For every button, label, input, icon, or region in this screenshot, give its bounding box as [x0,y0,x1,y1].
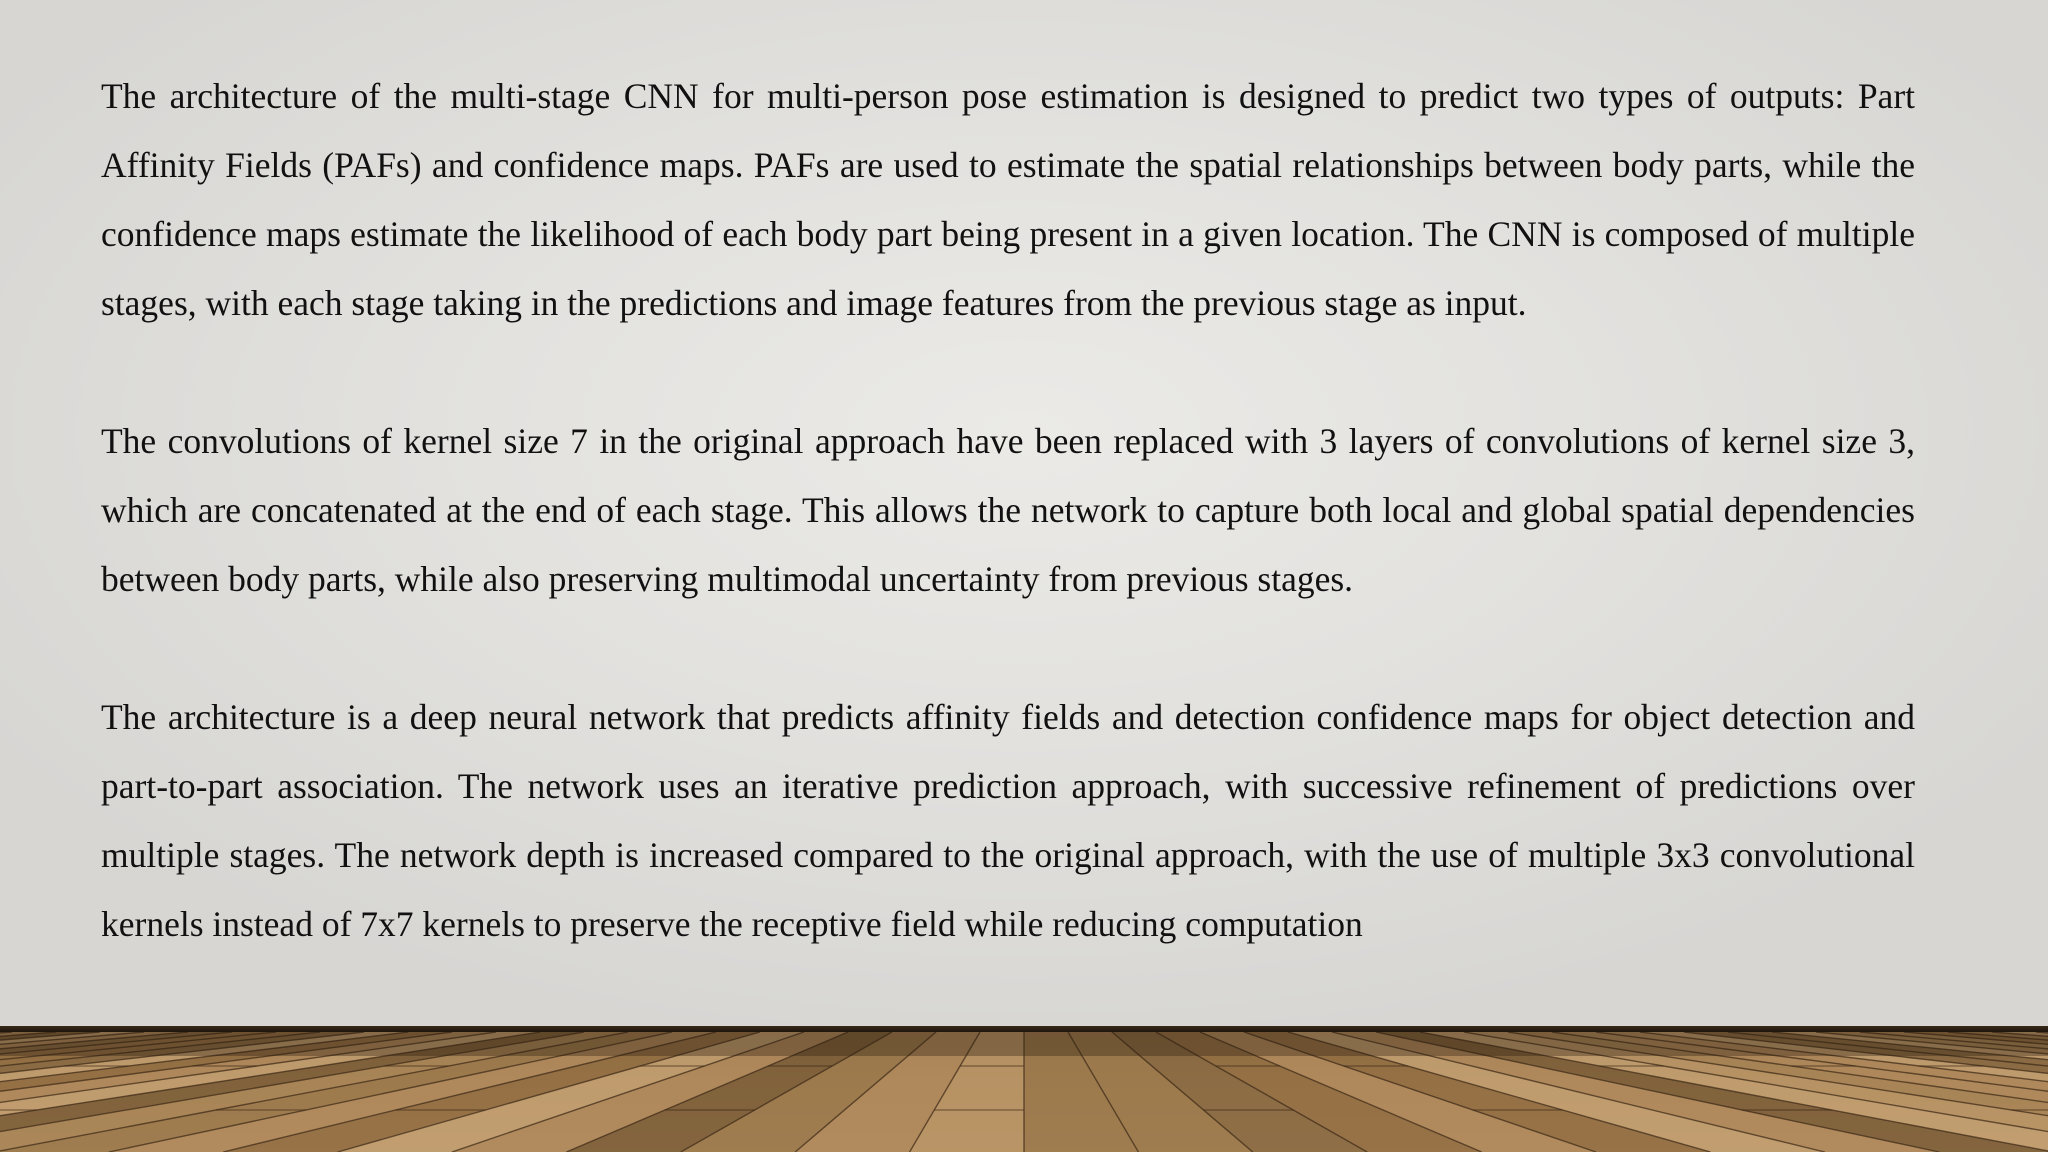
slide-body [101,62,1915,959]
paragraph-kernel-replacement: The convolutions of kernel size 7 in the original approach have been replaced with 3 layers of convolutions of kernel size 3, which are concatenated at the end of each stage. This allows the network to capture both local and global spatial dependencies between body parts, while also preserving multimodal uncertainty from previous stages. [101,421,1915,599]
wooden-floor-image [0,1032,2048,1152]
paragraph-architecture-overview: The architecture of the multi-stage CNN for multi-person pose estimation is designed to predict two types of outputs: Part Affinity Fields (PAFs) and confidence maps. PAFs are used to estimate the spatial relationships between body parts, while the confidence maps estimate the likelihood of each body part being present in a given location. The CNN is composed of multiple stages, with each stage taking in the predictions and image features from the previous stage as input. [101,76,1915,323]
floor-shadow [0,1032,2048,1056]
paragraph-network-depth: The architecture is a deep neural network that predicts affinity fields and detection confidence maps for object detection and part-to-part association. The network uses an iterative prediction approach, with successive refinement of predictions over multiple stages. The network depth is increased compared to the original approach, with the use of multiple 3x3 convolutional kernels instead of 7x7 kernels to preserve the receptive field while reducing computation [101,697,1915,944]
